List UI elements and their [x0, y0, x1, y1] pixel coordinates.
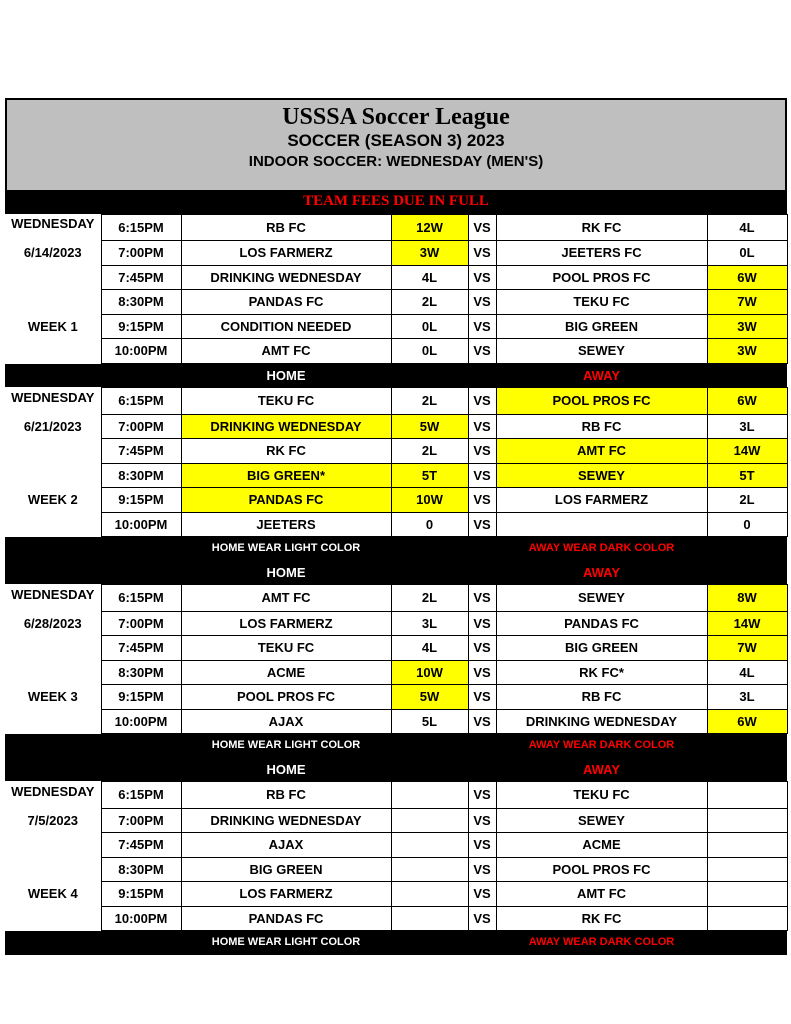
away-team: BIG GREEN [496, 636, 707, 661]
home-team: AJAX [181, 833, 391, 858]
season-title: SOCCER (SEASON 3) 2023 [287, 131, 505, 150]
game-time: 6:15PM [101, 585, 181, 612]
away-team: TEKU FC [496, 290, 707, 315]
schedule-table [5, 190, 788, 955]
wear-color-row [5, 734, 787, 758]
game-row [5, 611, 787, 636]
game-time: 10:00PM [101, 339, 181, 364]
game-row [5, 314, 787, 339]
game-time: 9:15PM [101, 488, 181, 513]
week-info-blank [5, 339, 101, 364]
banner-spacer [707, 363, 787, 388]
game-row [5, 265, 787, 290]
game-time: 7:45PM [101, 265, 181, 290]
game-time: 7:45PM [101, 833, 181, 858]
game-time: 7:00PM [101, 808, 181, 833]
game-time: 8:30PM [101, 857, 181, 882]
banner-spacer [391, 758, 496, 782]
away-wear-label: AWAY WEAR DARK COLOR [496, 734, 707, 758]
week-info-blank [5, 906, 101, 931]
home-score: 3L [391, 611, 468, 636]
vs-label: VS [468, 339, 496, 364]
home-team: PANDAS FC [181, 906, 391, 931]
game-row [5, 660, 787, 685]
home-score: 5L [391, 709, 468, 734]
away-team: RK FC [496, 214, 707, 241]
away-team [496, 512, 707, 537]
week-info-blank [5, 833, 101, 858]
week-label: WEEK 3 [5, 685, 101, 710]
wear-color-row [5, 537, 787, 561]
week-date: 6/28/2023 [5, 611, 101, 636]
home-team: RK FC [181, 439, 391, 464]
game-row [5, 488, 787, 513]
home-team: AMT FC [181, 585, 391, 612]
fees-banner: TEAM FEES DUE IN FULL [5, 190, 787, 214]
vs-label: VS [468, 685, 496, 710]
game-time: 6:15PM [101, 388, 181, 415]
week-day: WEDNESDAY [5, 585, 101, 612]
home-wear-label: HOME WEAR LIGHT COLOR [181, 734, 391, 758]
away-label: AWAY [496, 561, 707, 585]
game-row [5, 339, 787, 364]
week-label: WEEK 4 [5, 882, 101, 907]
game-row [5, 709, 787, 734]
away-score [707, 833, 787, 858]
away-score: 4L [707, 214, 787, 241]
week-day: WEDNESDAY [5, 388, 101, 415]
home-score [391, 782, 468, 809]
game-time: 9:15PM [101, 882, 181, 907]
week-date: 6/21/2023 [5, 414, 101, 439]
banner-spacer [5, 363, 181, 388]
away-team: POOL PROS FC [496, 388, 707, 415]
vs-label: VS [468, 241, 496, 266]
home-label: HOME [181, 758, 391, 782]
vs-label: VS [468, 585, 496, 612]
week-info-blank [5, 512, 101, 537]
home-score: 2L [391, 439, 468, 464]
vs-label: VS [468, 512, 496, 537]
home-team: PANDAS FC [181, 290, 391, 315]
game-row [5, 414, 787, 439]
away-score: 7W [707, 636, 787, 661]
home-team: AMT FC [181, 339, 391, 364]
away-wear-label: AWAY WEAR DARK COLOR [496, 931, 707, 955]
home-away-row [5, 363, 787, 388]
home-score: 12W [391, 214, 468, 241]
home-score: 5W [391, 414, 468, 439]
game-row [5, 214, 787, 241]
away-score: 6W [707, 265, 787, 290]
home-wear-label: HOME WEAR LIGHT COLOR [181, 931, 391, 955]
week-day: WEDNESDAY [5, 214, 101, 241]
away-score: 4L [707, 660, 787, 685]
away-score: 0L [707, 241, 787, 266]
home-away-row [5, 561, 787, 585]
banner-spacer [391, 363, 496, 388]
away-team: POOL PROS FC [496, 265, 707, 290]
away-score: 14W [707, 439, 787, 464]
vs-label: VS [468, 782, 496, 809]
banner-spacer [707, 561, 787, 585]
away-score [707, 882, 787, 907]
away-team: JEETERS FC [496, 241, 707, 266]
away-team: PANDAS FC [496, 611, 707, 636]
home-team: LOS FARMERZ [181, 882, 391, 907]
banner-spacer [5, 931, 181, 955]
away-team: SEWEY [496, 463, 707, 488]
week-info-blank [5, 265, 101, 290]
away-team: SEWEY [496, 585, 707, 612]
home-score: 3W [391, 241, 468, 266]
game-row [5, 241, 787, 266]
vs-label: VS [468, 709, 496, 734]
home-score: 5T [391, 463, 468, 488]
home-label: HOME [181, 363, 391, 388]
week-info-blank [5, 439, 101, 464]
away-team: AMT FC [496, 439, 707, 464]
away-label: AWAY [496, 363, 707, 388]
banner-spacer [391, 537, 496, 561]
away-score: 5T [707, 463, 787, 488]
away-score [707, 906, 787, 931]
away-team: DRINKING WEDNESDAY [496, 709, 707, 734]
vs-label: VS [468, 439, 496, 464]
banner-spacer [391, 931, 496, 955]
home-away-row [5, 758, 787, 782]
game-time: 10:00PM [101, 906, 181, 931]
away-team: AMT FC [496, 882, 707, 907]
banner-spacer [5, 758, 181, 782]
division-title: INDOOR SOCCER: WEDNESDAY (MEN'S) [248, 153, 544, 170]
banner-spacer [707, 734, 787, 758]
vs-label: VS [468, 857, 496, 882]
home-score: 10W [391, 660, 468, 685]
home-team: CONDITION NEEDED [181, 314, 391, 339]
week-info-blank [5, 709, 101, 734]
home-score: 4L [391, 265, 468, 290]
home-score [391, 833, 468, 858]
home-team: ACME [181, 660, 391, 685]
home-score [391, 906, 468, 931]
away-score: 6W [707, 388, 787, 415]
game-row [5, 882, 787, 907]
home-score [391, 882, 468, 907]
game-row [5, 290, 787, 315]
game-row [5, 463, 787, 488]
week-day: WEDNESDAY [5, 782, 101, 809]
home-team: BIG GREEN* [181, 463, 391, 488]
home-team: PANDAS FC [181, 488, 391, 513]
home-team: TEKU FC [181, 388, 391, 415]
away-score: 3L [707, 414, 787, 439]
week-info-blank [5, 463, 101, 488]
away-team: RK FC [496, 906, 707, 931]
away-score: 2L [707, 488, 787, 513]
home-team: DRINKING WEDNESDAY [181, 414, 391, 439]
home-score: 4L [391, 636, 468, 661]
week-date: 7/5/2023 [5, 808, 101, 833]
game-row [5, 808, 787, 833]
away-team: RB FC [496, 685, 707, 710]
home-team: LOS FARMERZ [181, 241, 391, 266]
home-score: 2L [391, 388, 468, 415]
vs-label: VS [468, 660, 496, 685]
home-score: 0 [391, 512, 468, 537]
game-row [5, 685, 787, 710]
vs-label: VS [468, 388, 496, 415]
home-score: 10W [391, 488, 468, 513]
fees-banner-row [5, 190, 787, 214]
home-team: AJAX [181, 709, 391, 734]
game-time: 8:30PM [101, 660, 181, 685]
week-info-blank [5, 660, 101, 685]
week-label: WEEK 1 [5, 314, 101, 339]
home-score [391, 857, 468, 882]
home-team: DRINKING WEDNESDAY [181, 265, 391, 290]
banner-spacer [391, 734, 496, 758]
home-team: BIG GREEN [181, 857, 391, 882]
home-score: 0L [391, 314, 468, 339]
league-title: USSSA Soccer League [282, 104, 510, 130]
week-info-blank [5, 636, 101, 661]
away-team: SEWEY [496, 339, 707, 364]
vs-label: VS [468, 882, 496, 907]
week-label: WEEK 2 [5, 488, 101, 513]
game-time: 7:45PM [101, 636, 181, 661]
away-score [707, 857, 787, 882]
vs-label: VS [468, 214, 496, 241]
game-row [5, 906, 787, 931]
home-score: 2L [391, 585, 468, 612]
game-time: 6:15PM [101, 214, 181, 241]
away-team: ACME [496, 833, 707, 858]
week-info-blank [5, 857, 101, 882]
vs-label: VS [468, 906, 496, 931]
away-label: AWAY [496, 758, 707, 782]
vs-label: VS [468, 463, 496, 488]
home-team: DRINKING WEDNESDAY [181, 808, 391, 833]
vs-label: VS [468, 314, 496, 339]
game-row [5, 439, 787, 464]
game-time: 10:00PM [101, 709, 181, 734]
vs-label: VS [468, 611, 496, 636]
home-team: RB FC [181, 214, 391, 241]
away-score: 8W [707, 585, 787, 612]
game-row [5, 782, 787, 809]
game-row [5, 585, 787, 612]
game-time: 10:00PM [101, 512, 181, 537]
vs-label: VS [468, 636, 496, 661]
home-score: 0L [391, 339, 468, 364]
game-row [5, 512, 787, 537]
away-score [707, 808, 787, 833]
away-score: 3W [707, 314, 787, 339]
away-score: 14W [707, 611, 787, 636]
away-score: 3L [707, 685, 787, 710]
league-header [5, 98, 787, 190]
away-team: SEWEY [496, 808, 707, 833]
away-score [707, 782, 787, 809]
banner-spacer [707, 758, 787, 782]
away-score: 7W [707, 290, 787, 315]
home-score: 5W [391, 685, 468, 710]
game-time: 7:00PM [101, 241, 181, 266]
wear-color-row [5, 931, 787, 955]
away-wear-label: AWAY WEAR DARK COLOR [496, 537, 707, 561]
home-team: LOS FARMERZ [181, 611, 391, 636]
game-row [5, 388, 787, 415]
away-score: 3W [707, 339, 787, 364]
vs-label: VS [468, 290, 496, 315]
vs-label: VS [468, 833, 496, 858]
away-team: RK FC* [496, 660, 707, 685]
home-team: TEKU FC [181, 636, 391, 661]
home-wear-label: HOME WEAR LIGHT COLOR [181, 537, 391, 561]
game-time: 9:15PM [101, 314, 181, 339]
vs-label: VS [468, 488, 496, 513]
home-team: JEETERS [181, 512, 391, 537]
away-score: 6W [707, 709, 787, 734]
game-time: 7:00PM [101, 414, 181, 439]
away-team: RB FC [496, 414, 707, 439]
away-team: POOL PROS FC [496, 857, 707, 882]
banner-spacer [5, 537, 181, 561]
home-label: HOME [181, 561, 391, 585]
vs-label: VS [468, 265, 496, 290]
away-score: 0 [707, 512, 787, 537]
away-team: LOS FARMERZ [496, 488, 707, 513]
home-team: RB FC [181, 782, 391, 809]
banner-spacer [5, 561, 181, 585]
banner-spacer [707, 537, 787, 561]
home-score [391, 808, 468, 833]
game-time: 8:30PM [101, 290, 181, 315]
schedule-sheet [5, 98, 787, 955]
game-time: 9:15PM [101, 685, 181, 710]
banner-spacer [5, 734, 181, 758]
home-score: 2L [391, 290, 468, 315]
game-time: 8:30PM [101, 463, 181, 488]
vs-label: VS [468, 414, 496, 439]
week-date: 6/14/2023 [5, 241, 101, 266]
vs-label: VS [468, 808, 496, 833]
game-row [5, 857, 787, 882]
game-time: 7:45PM [101, 439, 181, 464]
week-info-blank [5, 290, 101, 315]
home-team: POOL PROS FC [181, 685, 391, 710]
game-time: 6:15PM [101, 782, 181, 809]
away-team: BIG GREEN [496, 314, 707, 339]
game-row [5, 636, 787, 661]
banner-spacer [391, 561, 496, 585]
away-team: TEKU FC [496, 782, 707, 809]
banner-spacer [707, 931, 787, 955]
game-time: 7:00PM [101, 611, 181, 636]
game-row [5, 833, 787, 858]
